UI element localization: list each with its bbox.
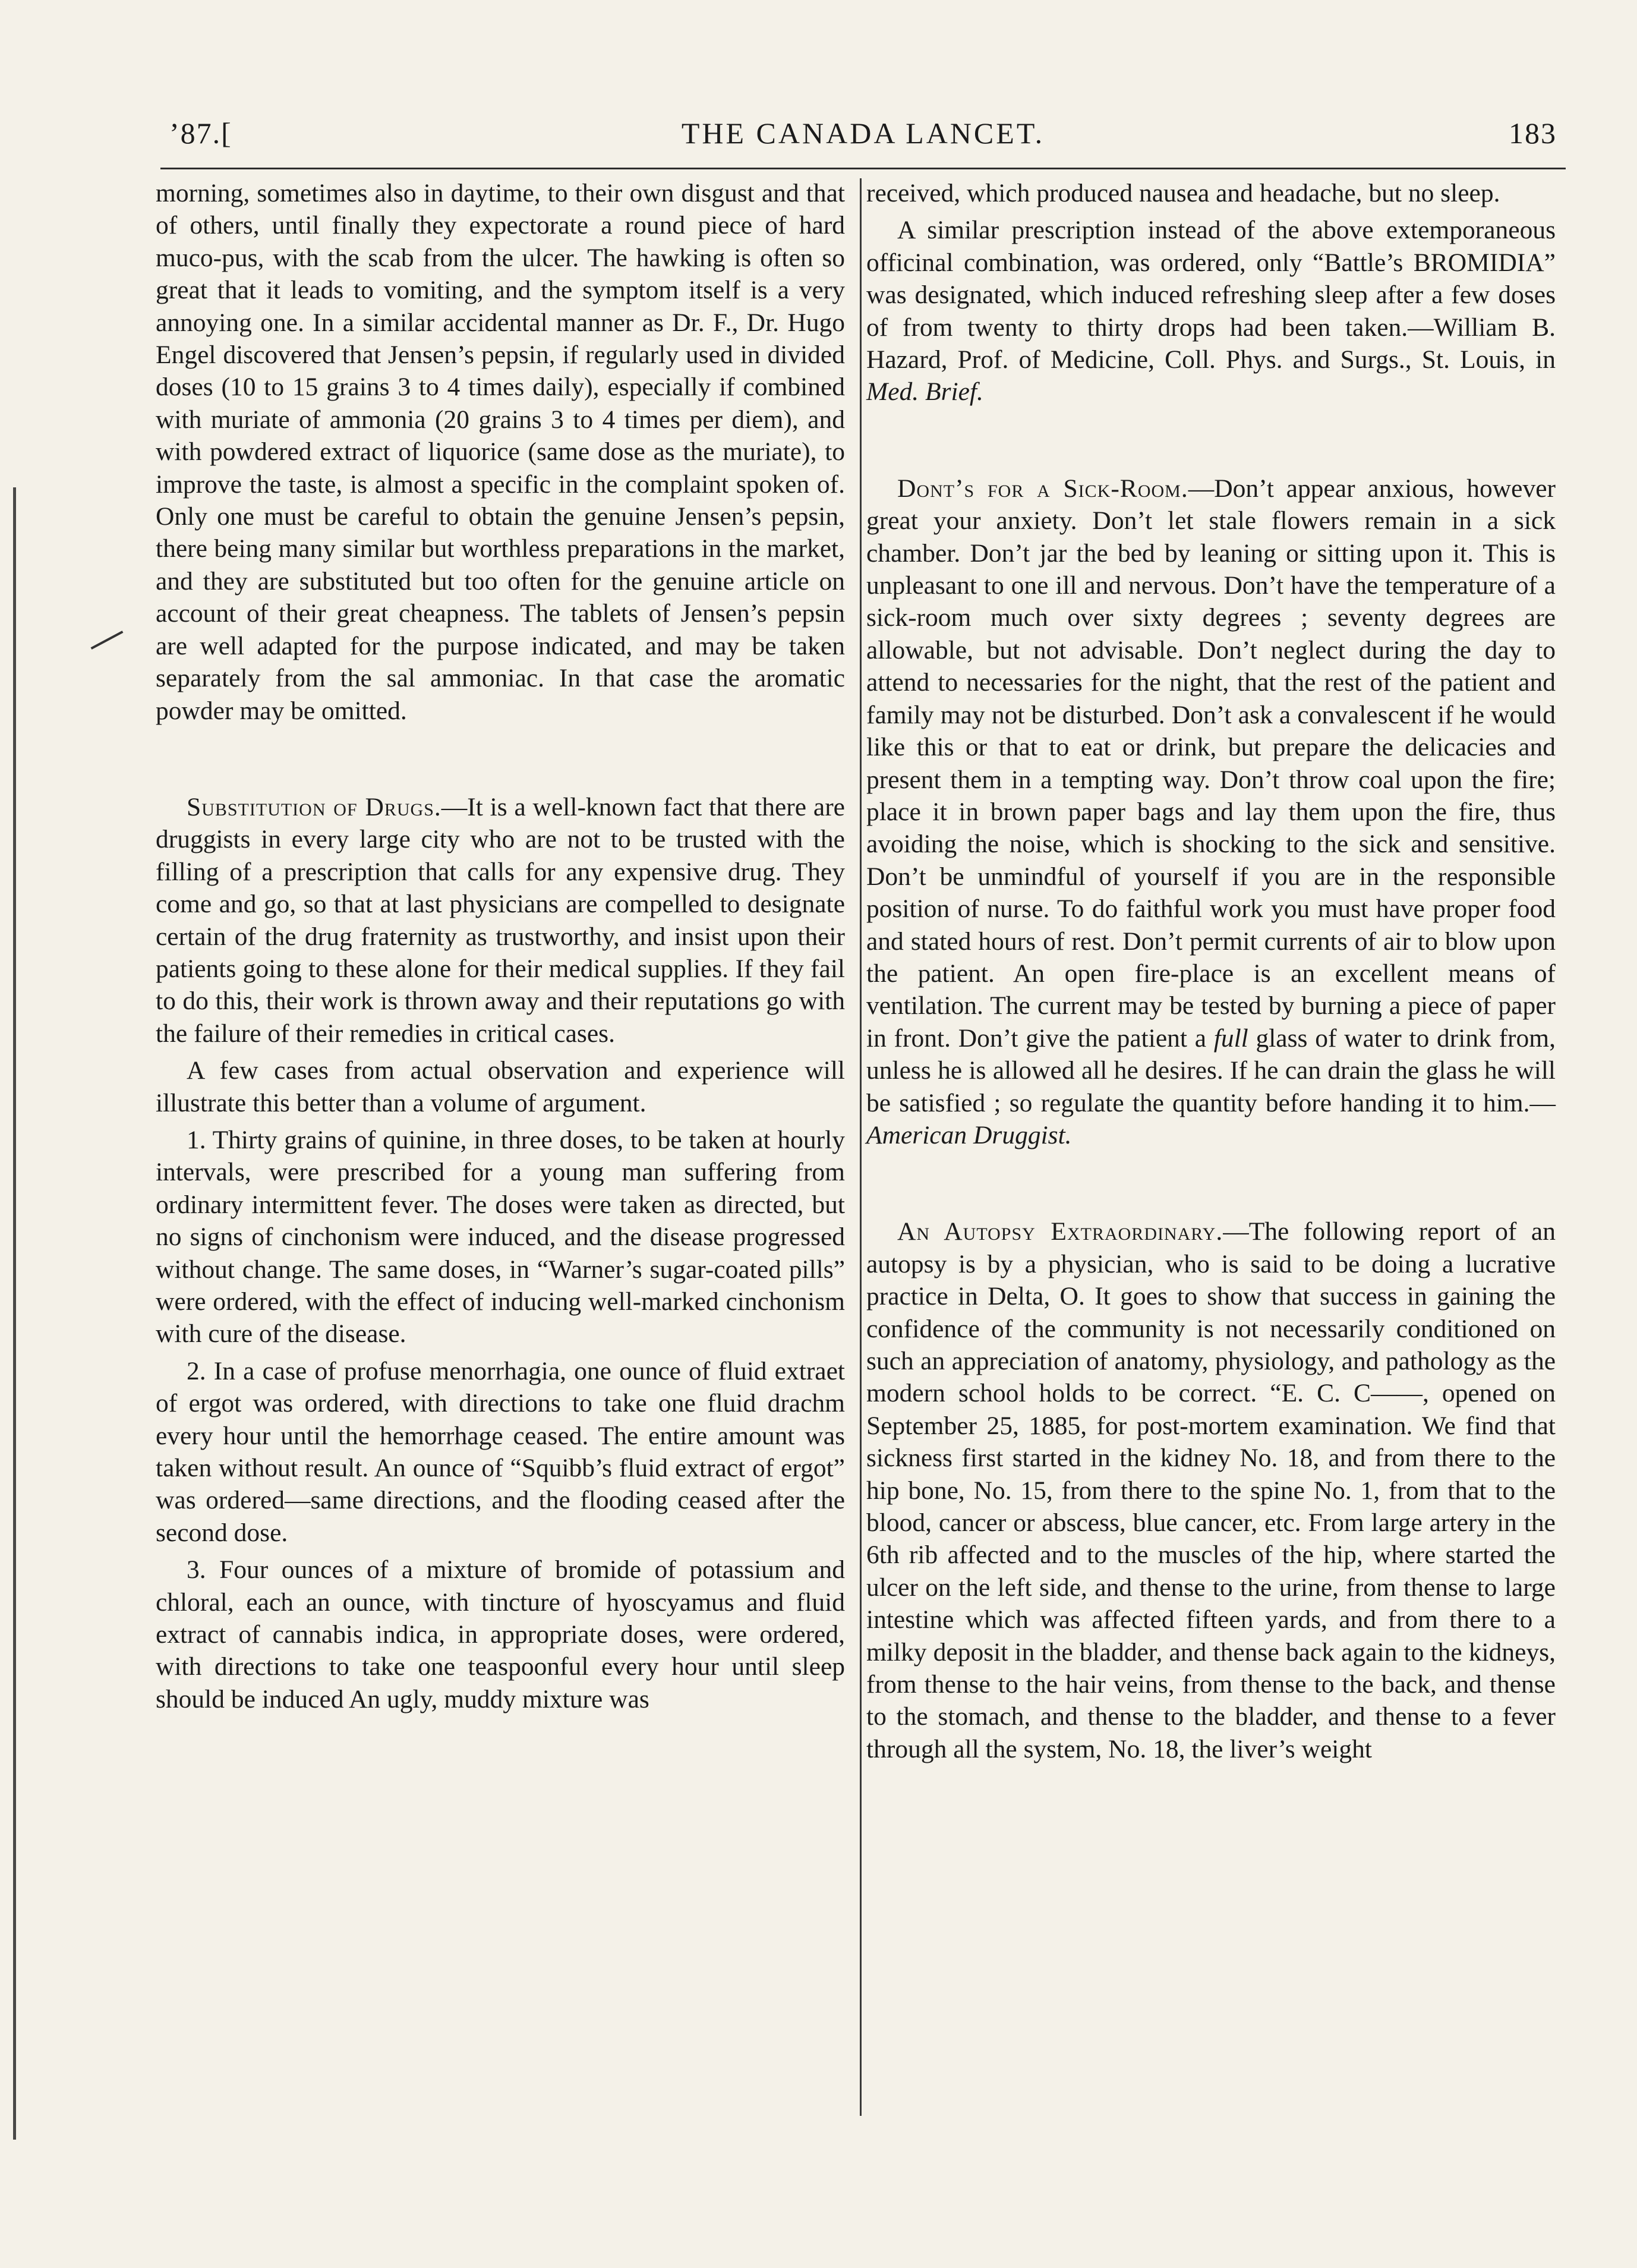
case-3-continuation: received, which produced nausea and headache, but no sleep. — [866, 179, 1500, 207]
pepsin-continuation: morning, sometimes also in daytime, to their own disgust and that of others, until finally they expectorate a round piece of hard muco-pus, with the scab from the ulcer. The hawking is often so great that it leads to vomiting, and the symptom itself is a very annoying one. In a similar accidental manner as Dr. F., Dr. Hugo Engel discovered that Jensen’s pepsin, if regularly used in divided doses (10 to 15 grains 3 to 4 times daily), especially if combined with muriate of ammonia (20 grains 3 to 4 times per diem), and with powdered extract of liquorice (same dose as the muriate), to improve the taste, is almost a specific in the complaint spoken of. Only one must be careful to obtain the genuine Jensen’s pepsin, there being many similar but worthless preparations in the market, and they are substituted but too often for the genuine article on account of their great cheapness. The tablets of Jensen’s pepsin are well adapted for the purpose indicated, and may be taken separately from the sal ammoniac. In that case the aromatic powder may be omitted. — [156, 179, 845, 725]
donts-article — [866, 472, 1556, 1152]
autopsy-text: —The following report of an autopsy is by a physician, who is said to be doing a lucrative practice in Delta, O. It goes to show that success in gaining the confidence of the community is not necessarily conditioned on such an appreciation of anatomy, physiology, and pathology as the modern school holds to be correct. “E. C. C——, opened on September 25, 1885, for post-mortem examination. We find that sickness first started in the kidney No. 18, and from there to the hip bone, No. 15, from there to the spine No. 1, from that to the blood, cancer or abscess, blue cancer, etc. From large artery in the 6th rib affected and to the muscles of the hip, where started the ulcer on the left side, and thense to the urine, from thense to large intestine which was affected fifteen yards, and from there to a milky deposit in the bladder, and thense back again to the kidneys, from thense to the hair veins, from thense to the back, and thense to the stomach, and thense to the bladder, and thense to a fever through all the system, No. 18, the liver’s weight — [866, 1217, 1556, 1763]
page-number: 183 — [1509, 116, 1557, 150]
donts-heading: Dont’s for a Sick-Room. — [897, 474, 1188, 503]
substitution-article — [156, 791, 845, 1050]
case-2: 2. In a case of profuse menorrhagia, one ounce of fluid extraet of ergot was ordered, with directions to take one fluid drachm every hour until the hemorrhage ceased. The entire amount was taken without result. An ounce of “Squibb’s fluid extract of ergot” was ordered—same directions, and the flooding ceased after the second dose. — [156, 1356, 845, 1547]
substitution-text: —It is a well-known fact that there are druggists in every large city who are not to be trusted with the filling of a prescription that calls for any expensive drug. They come and go, so that at last physicians are compelled to designate certain of the drug fraternity as trustworthy, and insist upon their patients going to these alone for their medical supplies. If they fail to do this, their work is thrown away and their reputations go with the failure of their remedies in critical cases. — [156, 792, 845, 1048]
left-column — [156, 177, 845, 1715]
bromidia-source: Med. Brief. — [866, 377, 983, 407]
autopsy-article — [866, 1215, 1556, 1765]
journal-title: THE CANADA LANCET. — [681, 116, 1045, 150]
bromidia-paragraph — [866, 214, 1556, 408]
donts-full-emphasis: full — [1213, 1023, 1248, 1053]
donts-source: American Druggist. — [866, 1120, 1072, 1149]
right-column — [866, 177, 1556, 1765]
case-1: 1. Thirty grains of quinine, in three doses, to be taken at hourly intervals, were prescribed for a young man suffering from ordinary intermittent fever. The doses were taken as directed, but no signs of cinchonism were induced, and the disease progressed without change. The same doses, in “Warner’s sugar-coated pills” were ordered, with the effect of inducing well-marked cinchonism with cure of the disease. — [156, 1125, 845, 1349]
header-year: ’87.[ — [169, 116, 232, 150]
margin-pencil-mark — [91, 631, 124, 650]
donts-text-a: —Don’t appear anxious, however great your anxiety. Don’t let stale flowers remain in a sick chamber. Don’t jar the bed by leaning or sitting upon it. This is unpleasant to one ill and nervous. Don’t have the temperature of a sick-room much over sixty degrees ; seventy degrees are allowable, but not advisable. Don’t neglect during the day to attend to necessaries for the night, that the rest of the patient and family may not be disturbed. Don’t ask a convalescent if he would like this or that to eat or drink, but prepare the delicacies and present them in a tempting way. Don’t throw coal upon the fire; place it in brown paper bags and lay them upon the fire, thus avoiding the noise, which is shocking to the sick and sensitive. Don’t be unmindful of yourself if you are in the responsible position of nurse. To do faithful work you must have proper food and stated hours of rest. Don’t permit currents of air to blow upon the patient. An open fire-place is an excellent means of ventilation. The current may be tested by burning a piece of paper in front. Don’t give the patient a — [866, 474, 1556, 1053]
running-header — [169, 116, 1557, 158]
case-3: 3. Four ounces of a mixture of bromide of potassium and chloral, each an ounce, with tincture of hyoscyamus and fluid extract of cannabis indica, in appropriate doses, were ordered, with directions to take one teaspoonful every hour until sleep should be induced An ugly, muddy mixture was — [156, 1555, 845, 1713]
bromidia-text: A similar prescription instead of the above extemporaneous officinal combination, was ordered, only “Battle’s BROMIDIA” was designated, which induced refreshing sleep after a few doses of from twenty to thirty drops had been taken.—William B. Hazard, Prof. of Medicine, Coll. Phys. and Surgs., St. Louis, in — [866, 216, 1556, 374]
cases-intro: A few cases from actual observation and experience will illustrate this better than a volume of argument. — [156, 1056, 845, 1117]
column-divider — [860, 178, 862, 2116]
substitution-heading: Substitution of Drugs. — [187, 792, 441, 821]
donts-text-b: glass of water to drink from, unless he is allowed all he desires. If he can drain the glass he will be satisfied ; so regulate the quantity before handing it to him.— — [866, 1023, 1556, 1117]
autopsy-heading: An Autopsy Extraordinary. — [897, 1217, 1223, 1246]
header-rule — [160, 168, 1566, 169]
binding-edge-mark — [13, 487, 16, 2140]
